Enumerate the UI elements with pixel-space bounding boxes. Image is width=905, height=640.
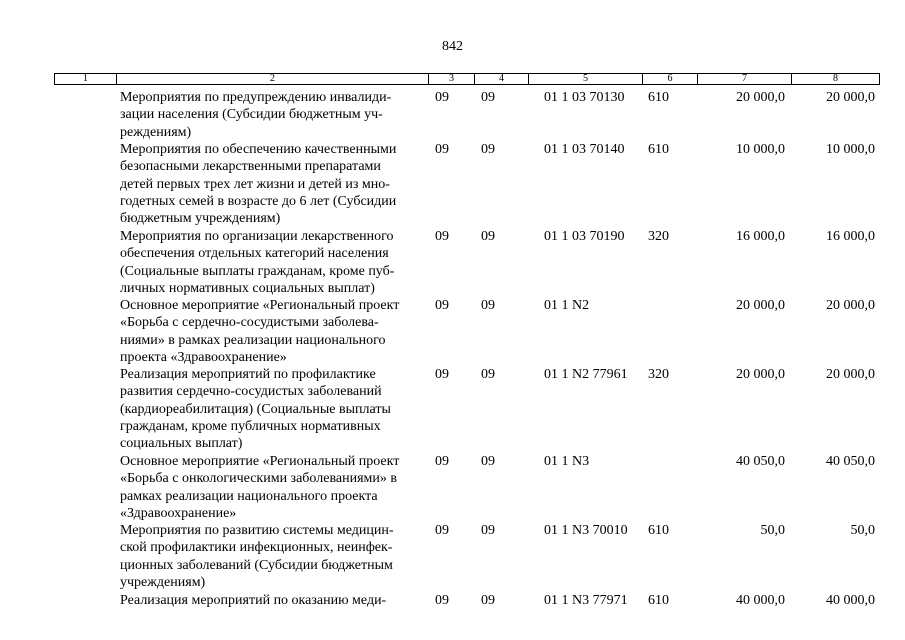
row-col-5: 01 1 N2 77961 — [544, 367, 628, 382]
row-col-8: 10 000,0 — [826, 142, 875, 157]
row-col-3: 09 — [435, 142, 449, 157]
row-col-6: 610 — [648, 593, 669, 608]
row-description: Основное мероприятие «Региональный проект «Борьба с сердечно-сосудистыми заболева- ниями» в рамках реализации национального проекта «Здравоохранение» — [120, 298, 400, 365]
row-col-7: 50,0 — [760, 523, 785, 538]
row-description: Мероприятия по предупреждению инвалиди- зации населения (Субсидии бюджетным уч- реждениям) — [120, 90, 392, 140]
row-col-8: 20 000,0 — [826, 298, 875, 313]
row-col-6: 610 — [648, 523, 669, 538]
row-col-8: 20 000,0 — [826, 367, 875, 382]
page-number: 842 — [442, 39, 463, 54]
header-col-4: 4 — [474, 74, 528, 84]
row-col-5: 01 1 03 70190 — [544, 229, 625, 244]
row-description: Мероприятия по обеспечению качественными безопасными лекарственными препаратами детей первых трех лет жизни и детей из мно- годетных семей в возрасте до 6 лет (Субсидии бюджетным учреждениям) — [120, 142, 397, 227]
header-col-5: 5 — [528, 74, 642, 84]
row-col-4: 09 — [481, 523, 495, 538]
row-col-3: 09 — [435, 593, 449, 608]
row-description: Основное мероприятие «Региональный проект «Борьба с онкологическими заболеваниями» в рамках реализации национального проекта «Здравоохранение» — [120, 454, 400, 521]
row-col-3: 09 — [435, 298, 449, 313]
header-col-3: 3 — [428, 74, 474, 84]
row-col-7: 20 000,0 — [736, 367, 785, 382]
row-col-5: 01 1 N3 — [544, 454, 590, 469]
row-col-8: 20 000,0 — [826, 90, 875, 105]
row-col-6: 320 — [648, 229, 669, 244]
row-description: Мероприятия по развитию системы медицин- ской профилактики инфекционных, неинфек- ционных заболеваний (Субсидии бюджетным учреждениям) — [120, 523, 394, 590]
table-row — [0, 366, 905, 453]
row-col-4: 09 — [481, 298, 495, 313]
row-col-8: 50,0 — [850, 523, 875, 538]
header-col-8: 8 — [791, 74, 879, 84]
row-col-4: 09 — [481, 593, 495, 608]
table-row — [0, 297, 905, 366]
table-row — [0, 453, 905, 522]
row-col-6: 610 — [648, 142, 669, 157]
table-row — [0, 141, 905, 228]
header-col-6: 6 — [642, 74, 697, 84]
row-col-7: 20 000,0 — [736, 90, 785, 105]
row-col-3: 09 — [435, 367, 449, 382]
row-col-5: 01 1 03 70140 — [544, 142, 625, 157]
row-col-7: 40 000,0 — [736, 593, 785, 608]
table-header-row — [54, 73, 880, 85]
row-col-8: 16 000,0 — [826, 229, 875, 244]
row-col-4: 09 — [481, 454, 495, 469]
row-col-7: 10 000,0 — [736, 142, 785, 157]
header-col-1: 1 — [83, 73, 88, 84]
row-col-3: 09 — [435, 229, 449, 244]
row-description: Реализация мероприятий по оказанию меди- — [120, 593, 387, 608]
row-col-4: 09 — [481, 142, 495, 157]
row-col-7: 20 000,0 — [736, 298, 785, 313]
row-col-5: 01 1 N2 — [544, 298, 590, 313]
row-col-5: 01 1 03 70130 — [544, 90, 625, 105]
row-description: Мероприятия по организации лекарственного обеспечения отдельных категорий населения (Социальные выплаты гражданам, кроме пуб- личных нормативных социальных выплат) — [120, 229, 395, 296]
row-col-8: 40 050,0 — [826, 454, 875, 469]
row-col-6: 320 — [648, 367, 669, 382]
row-col-5: 01 1 N3 70010 — [544, 523, 628, 538]
row-col-6: 610 — [648, 90, 669, 105]
row-col-4: 09 — [481, 367, 495, 382]
row-col-3: 09 — [435, 523, 449, 538]
table-row — [0, 592, 905, 610]
row-col-5: 01 1 N3 77971 — [544, 593, 628, 608]
row-col-4: 09 — [481, 229, 495, 244]
table-body — [0, 89, 905, 610]
row-col-7: 16 000,0 — [736, 229, 785, 244]
row-col-8: 40 000,0 — [826, 593, 875, 608]
row-col-3: 09 — [435, 454, 449, 469]
header-col-7: 7 — [697, 74, 791, 84]
row-col-4: 09 — [481, 90, 495, 105]
header-col-2: 2 — [116, 74, 428, 84]
row-col-3: 09 — [435, 90, 449, 105]
row-col-7: 40 050,0 — [736, 454, 785, 469]
table-row — [0, 228, 905, 297]
table-row — [0, 522, 905, 592]
table-row — [0, 89, 905, 141]
row-description: Реализация мероприятий по профилактике развития сердечно-сосудистых заболеваний (кардиореабилитация) (Социальные выплаты гражданам, кроме публичных нормативных социальных выплат) — [120, 367, 391, 452]
